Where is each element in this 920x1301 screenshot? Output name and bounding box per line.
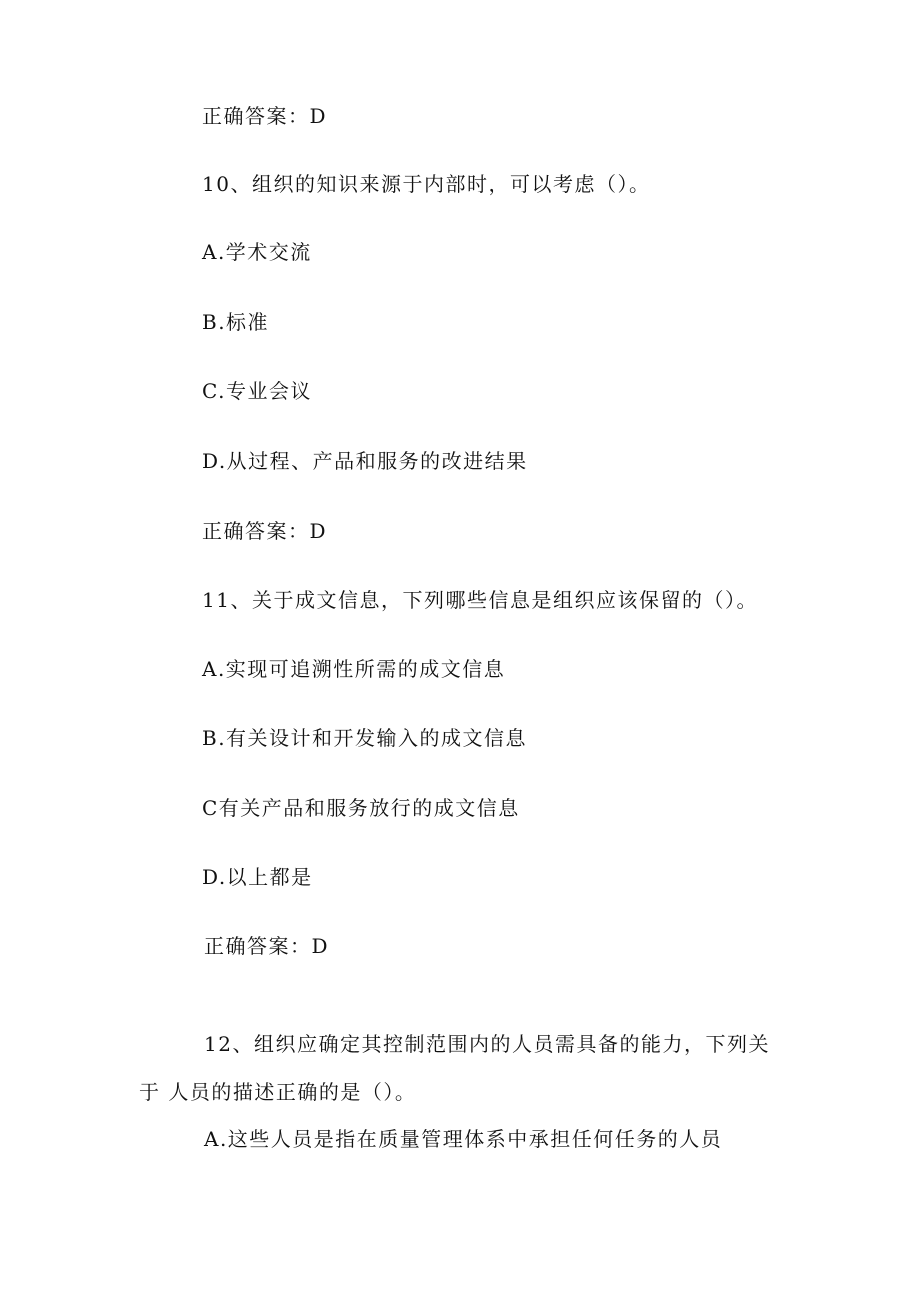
question-12-line-2: 于 人员的描述正确的是（）。	[139, 1080, 417, 1104]
option-a-q10: A.学术交流	[202, 240, 312, 264]
question-12-line-1: 12、组织应确定其控制范围内的人员需具备的能力，下列关	[204, 1032, 770, 1056]
option-b-q10: B.标准	[202, 310, 270, 334]
option-a-q11: A.实现可追溯性所需的成文信息	[202, 657, 506, 681]
option-d-q11: D.以上都是	[202, 865, 313, 889]
option-a-q12: A.这些人员是指在质量管理体系中承担任何任务的人员	[204, 1127, 723, 1151]
answer-line-q11: 正确答案：D	[204, 934, 330, 958]
option-d-q10: D.从过程、产品和服务的改进结果	[202, 449, 528, 473]
question-10: 10、组织的知识来源于内部时，可以考虑（）。	[202, 172, 651, 196]
option-c-q11: C有关产品和服务放行的成文信息	[202, 796, 520, 820]
option-c-q10: C.专业会议	[202, 379, 312, 403]
answer-line-q9: 正确答案：D	[202, 104, 328, 128]
question-11: 11、关于成文信息，下列哪些信息是组织应该保留的（）。	[202, 588, 758, 612]
option-b-q11: B.有关设计和开发输入的成文信息	[202, 726, 528, 750]
answer-line-q10: 正确答案：D	[202, 519, 328, 543]
